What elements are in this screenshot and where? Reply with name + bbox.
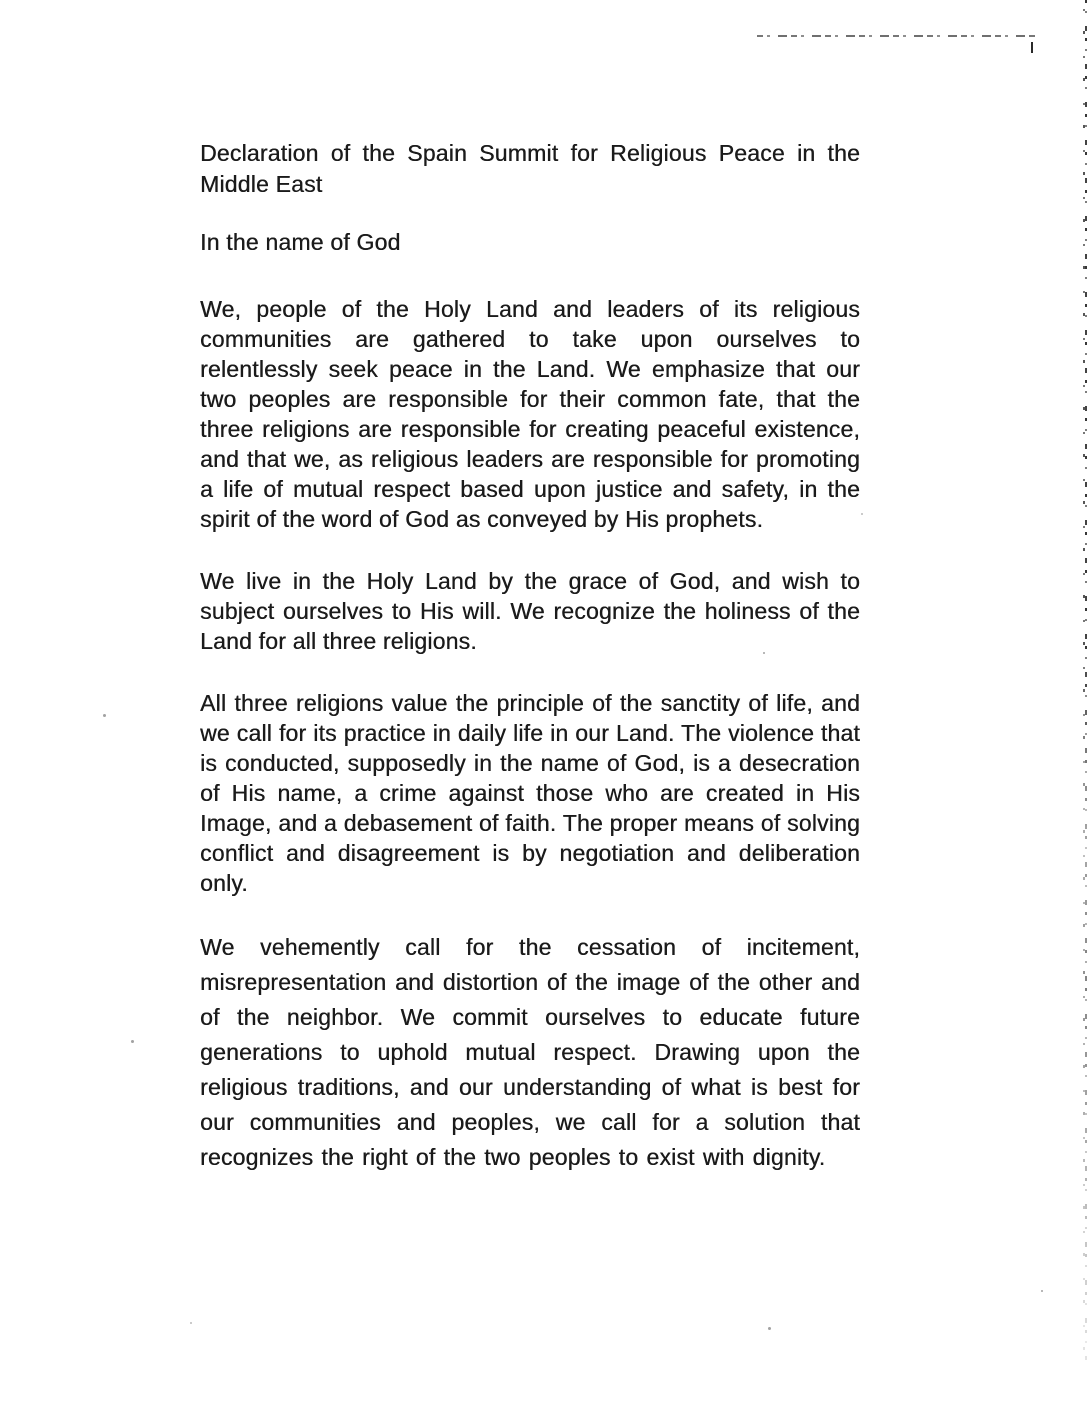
scan-artifact-dashed-line [757, 35, 1035, 37]
scan-artifact-tick-mark [1031, 42, 1033, 53]
paragraph-1: We, people of the Holy Land and leaders of its religious communities are gathered to take upon ourselves to relentlessly seek peace in the Land. We emphasize that our two peoples are responsible for their common fate, that the three religions are responsible for creating peaceful existence, and that we, as religious leaders are responsible for promoting a life of mutual respect based upon justice and safety, in the spirit of the word of God as conveyed by His prophets. [200, 296, 860, 532]
scan-artifact-speck [103, 714, 106, 717]
scan-artifact-speck [190, 1322, 192, 1324]
paragraph-3: All three religions value the principle of the sanctity of life, and we call for its practice in daily life in our Land. The violence that is conducted, supposedly in the name of God, is a desecration of His name, a crime against those who are created in His Image, and a debasement of faith. The proper means of solving conflict and disagreement is by negotiation and deliberation only. [200, 690, 860, 896]
salutation-line: In the name of God [200, 229, 401, 255]
scan-artifact-speck [131, 1040, 134, 1043]
scan-artifact-speck [768, 1327, 771, 1330]
paragraph-2: We live in the Holy Land by the grace of God, and wish to subject ourselves to His will. We recognize the holiness of the Land for all three religions. [200, 568, 860, 654]
paragraph-4: We vehemently call for the cessation of incitement, misrepresentation and distortion of the image of the other and of the neighbor. We commit ourselves to educate future generations to uphold mutual respect. Drawing upon the religious traditions, and our understanding of what is best for our communities and peoples, we call for a solution that recognizes the right of the two peoples to exist with dignity. [200, 934, 860, 1170]
document-title: Declaration of the Spain Summit for Religious Peace in the Middle East [200, 140, 860, 197]
scan-artifact-right-edge-noise [1082, 0, 1088, 1360]
scan-artifact-speck [1041, 1290, 1043, 1292]
scan-noise-fade [1082, 0, 1088, 1360]
scan-artifact-speck [861, 513, 863, 515]
document-content [200, 138, 860, 1207]
